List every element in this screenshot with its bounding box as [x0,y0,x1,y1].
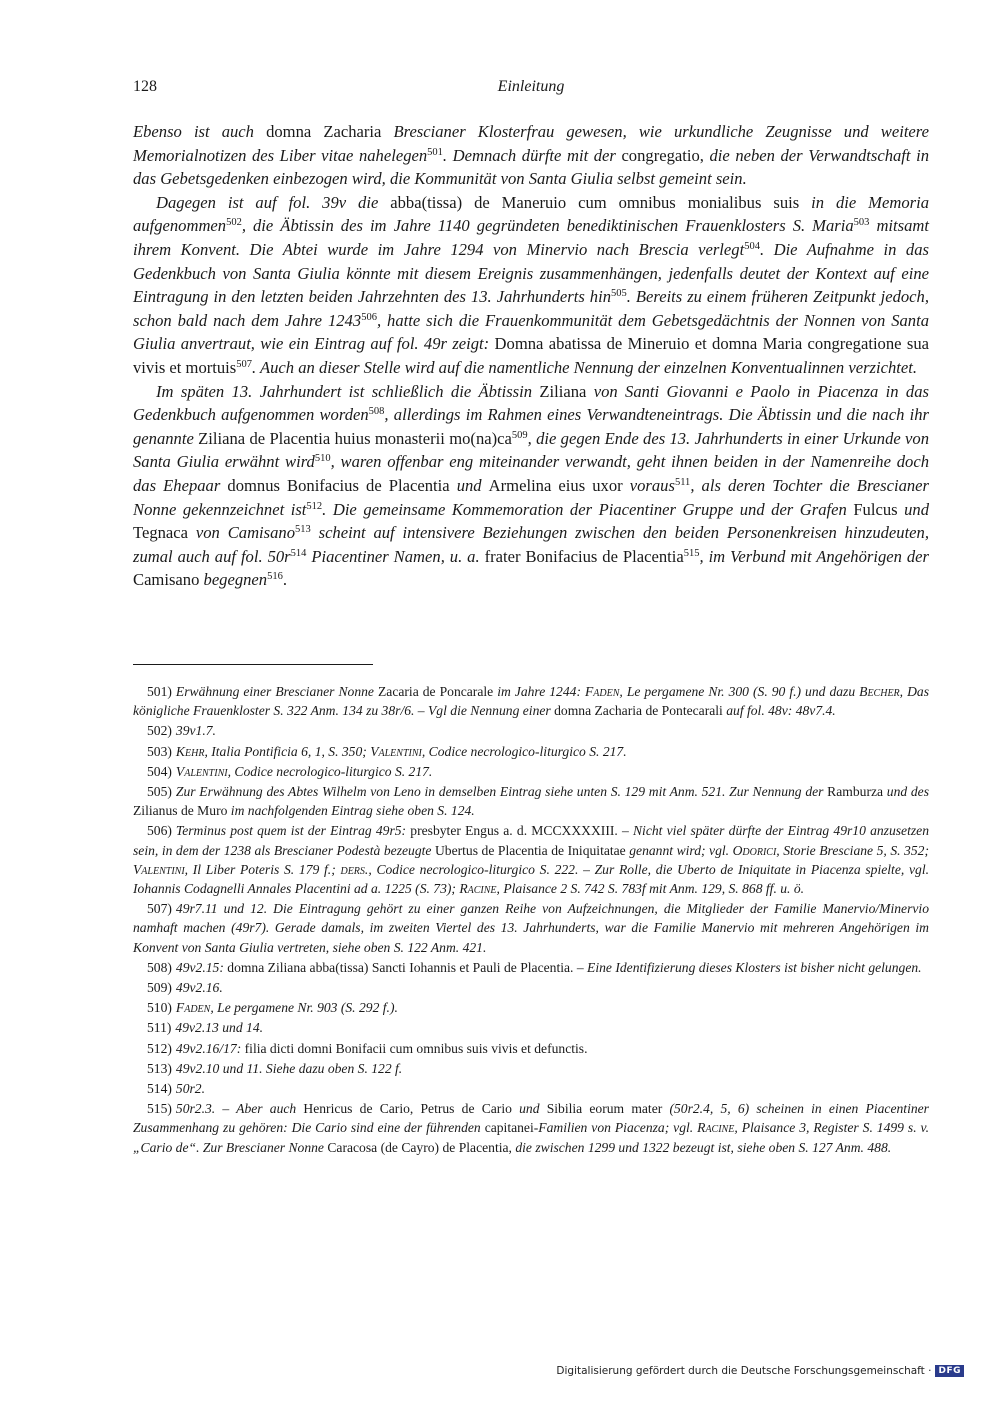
quoted-source-text: Fulcus [853,499,905,519]
page-number: 128 [133,78,157,95]
author-name: ders. [340,861,369,877]
text-run: im nachfolgenden Eintrag siehe oben S. 124. [230,803,475,819]
text-run: genannt wird; vgl. [629,842,733,858]
text-run: , die Äbtissin des im Jahre 1140 gegründeten benediktinischen Frauenklosters S. Maria [241,216,854,236]
footnote [133,1018,929,1037]
footnote [133,1079,929,1098]
quoted-source-text: capitanei [484,1120,534,1136]
footnote-reference: 514 [290,547,307,559]
footnote-reference: 503 [853,217,870,229]
quoted-source-text: congregatio, [621,145,710,165]
footnote-number: 512) [147,1040,172,1056]
credit-text: Digitalisierung gefördert durch die Deutsche Forschungsgemeinschaft · [556,1365,932,1377]
quoted-source-text: Caracosa (de Cayro) de Placentia, [327,1139,516,1155]
footnote-number: 506) [147,823,172,839]
text-run: 49v2.15: [175,959,228,975]
quoted-source-text: Ziliana [539,381,594,401]
footnote-number: 504) [147,763,172,779]
text-run: , waren offenbar eng miteinander verwandt, geht ihnen beiden in der Namenreihe doch das Ehepaar [133,452,930,495]
quoted-source-text: Henricus de Cario, Petrus de Cario [303,1101,520,1117]
text-run: mitsamt ihrem Konvent. Die Abtei wurde im Jahre 1294 von Minervio nach Brescia verlegt [133,216,929,259]
quoted-source-text: Sibilia eorum mater [546,1101,670,1117]
author-name: Odorici [732,842,777,858]
footnote-number: 501) [147,684,172,699]
footnote [133,1039,929,1058]
text-run: (50r2.4, 5, 6) scheinen in einen Piacentiner Zusammenhang zu gehören: Die Cario sind eine der führenden [133,1101,929,1136]
text-run: die neben der Verwandtschaft in das Gebetsgedenken einbezogen wird, die Kommunität von Santa Giulia selbst gemeint sein. [133,145,929,189]
text-run: , Plaisance 2 S. 742 S. 783f mit Anm. 129, S. 868 ff. u. ö. [496,881,805,897]
text-run: , Il Liber Poteris S. 179 f.; [184,861,341,877]
footnote [133,821,929,898]
text-run: 49r7.11 und 12. Die Eintragung gehört zu einer ganzen Reihe von Aufzeichnungen, die Mitglieder der Familie Manervio/Minervio namhaft machen (49r7). Gerade damals, im zweiten Viertel des 13. Jahrhunderts, war die Familie Manervio mit mehreren Angehörigen im Konvent von Santa Giulia vertreten, siehe oben S. 122 Anm. 421. [133,901,929,955]
footnote-reference: 508 [368,406,385,418]
text-run: . Auch an dieser Stelle wird auf die namentliche Nennung der einzelnen Konventualinnen verzichtet. [252,357,917,377]
footnote [133,742,929,761]
text-run: und [519,1101,547,1117]
dfg-logo: DFG [935,1365,964,1377]
footnote [133,1099,929,1157]
text-run: Im späten 13. Jahrhundert ist schließlich die Äbtissin [156,381,540,401]
paragraph [133,380,929,592]
quoted-source-text: domnus Bonifacius de Placentia [227,475,457,495]
footnote [133,998,929,1017]
quoted-source-text: domna Zacharia de Pontecarali [554,703,727,719]
quoted-source-text: Ramburza [827,784,887,800]
text-run: 39v1.7. [175,723,216,739]
text-run: Zur Erwähnung des Abtes Wilhelm von Leno in demselben Eintrag siehe unten S. 129 mit Anm. 521. Zur Nennung der [175,784,828,800]
footnote [133,762,929,781]
footnote [133,899,929,957]
footnote-number: 510) [147,1000,172,1016]
text-run: Terminus post quem ist der Eintrag 49r5: [175,823,411,839]
text-run: scheint auf intensivere Beziehungen zwischen den beiden Personenkreisen hinzudeuten, zumal auch auf fol. 50r [133,523,929,566]
footnote-number: 507) [147,901,172,917]
footnote-reference: 510 [314,453,331,465]
footnote [133,782,929,820]
footnote-reference: 512 [306,500,323,512]
text-run: im Jahre 1244: [497,684,585,699]
text-run: , Das königliche Frauenkloster S. 322 Anm. 134 zu 38r/6. – Vgl die Nennung einer [133,684,929,719]
quoted-source-text: . [282,570,288,590]
text-run: – Eine Identifizierung dieses Klosters ist bisher nicht gelungen. [576,959,922,975]
quoted-source-text: frater Bonifacius de Placentia [484,546,684,566]
quoted-source-text: Zilianus de Muro [133,803,231,819]
text-run: und [904,499,929,519]
author-name: Racine [459,881,497,897]
footnote-number: 509) [147,980,172,996]
text-run: . Bereits zu einem früheren Zeitpunkt jedoch, schon bald nach dem Jahre 1243 [133,287,929,330]
footnote [133,958,929,977]
quoted-source-text: Camisano [133,570,204,590]
text-run: . Die Aufnahme in das Gedenkbuch von Santa Giulia könnte mit diesem Ereignis zusammenhängen, jedenfalls deutet der Kontext auf eine Eintragung in den letzten beiden Jahrzehnten des 13. Jahrhunderts hin [133,239,929,307]
author-name: Faden [584,684,620,699]
text-run: , die gegen Ende des 13. Jahrhunderts in einer Urkunde von Santa Giulia erwähnt wird [133,428,930,472]
footnote-reference: 507 [236,359,252,371]
text-run: Dagegen ist auf fol. 39v die [156,192,391,212]
text-run: die zwischen 1299 und 1322 bezeugt ist, siehe oben S. 127 Anm. 488. [515,1139,892,1155]
text-run: und des [886,784,929,800]
quoted-source-text: Zacaria de Poncarale [377,684,498,699]
text-run: auf fol. 48v: 48v7.4. [726,703,836,719]
footnote-reference: 515 [683,547,700,559]
footnote [133,721,929,740]
footnote-reference: 509 [511,429,528,441]
footnote-reference: 516 [267,571,283,583]
text-run: , Le pergamene Nr. 903 (S. 292 f.). [210,1000,398,1016]
quoted-source-text: Tegnaca [133,523,196,543]
paragraph [133,120,929,191]
running-title: Einleitung [497,78,565,95]
footnote-reference: 513 [295,524,311,536]
author-name: Racine [697,1120,735,1136]
footnote-reference: 504 [744,241,760,253]
author-name: Valentini [370,743,422,759]
footnote-number: 503) [147,743,172,759]
text-run: , Plaisance 3, Register S. 1499 s. v. „Cario de“. Zur Brescianer Nonne [133,1120,929,1155]
footnote-reference: 506 [361,311,377,323]
text-run: von Santi Giovanni e Paolo in Piacenza in das Gedenkbuch aufgenommen worden [133,381,929,425]
footnote-number: 514) [147,1081,172,1097]
quoted-source-text: presbyter Engus a. d. MCCXXXXIII. [410,823,622,839]
text-run: 50r2.3. – Aber auch [175,1101,304,1117]
text-run: , Codice necrologico-liturgico S. 222. – Zur Rolle, die Uberto de Iniquitate in Piacenza spielte, vgl. Iohannis Codagnelli Annales Placentini ad a. 1225 (S. 73); [133,861,929,897]
text-run: , hatte sich die Frauenkommunität dem Gebetsgedächtnis der Nonnen von Santa Giulia anvertraut, wie ein Eintrag auf fol. 49r zeigt: [133,310,929,354]
text-run: , Italia Pontificia 6, 1, S. 350; [204,743,371,759]
text-run: 49v2.16/17: [175,1040,245,1056]
text-run: 49v2.16. [175,980,223,996]
footnote [133,978,929,997]
text-run: 50r2. [175,1081,206,1097]
page-header [133,78,929,100]
text-run: , Codice necrologico-liturgico S. 217. [421,743,627,759]
main-text [133,120,929,592]
text-run: . Die gemeinsame Kommemoration der Piacentiner Gruppe und der Grafen [322,499,854,519]
text-run: 49v2.10 und 11. Siehe dazu oben S. 122 f. [175,1060,403,1076]
author-name: Valentini [133,861,185,877]
text-run: voraus [629,475,675,495]
footnote-separator [133,664,373,665]
footnote-number: 515) [147,1101,172,1117]
author-name: Faden [175,1000,211,1016]
footnote [133,682,929,720]
text-run: , Codice necrologico-liturgico S. 217. [227,763,433,779]
text-run: , Le pergamene Nr. 300 (S. 90 f.) und dazu [619,684,860,699]
footnote-reference: 501 [427,146,443,158]
author-name: Kehr [175,743,205,759]
text-run: , allerdings im Rahmen eines Verwandteneintrags. Die Äbtissin und die nach ihr genannte [133,405,929,448]
quoted-source-text: Ubertus de Placentia de Iniquitatae [434,842,630,858]
author-name: Becher [859,684,900,699]
footnote-number: 511) [147,1020,172,1036]
text-run: -Familien von Piacenza; vgl. [533,1120,698,1136]
text-run: in die Memoria aufgenommen [133,192,929,236]
text-run: begegnen [203,570,268,590]
text-run: , Storie Bresciane 5, S. 352; [776,842,929,858]
footnote-number: 513) [147,1060,172,1076]
quoted-source-text: filia dicti domni Bonifacii cum omnibus suis vivis et defunctis. [244,1040,588,1056]
text-run: , als deren Tochter die Brescianer Nonne gekennzeichnet ist [133,475,930,519]
footnote-number: 505) [147,784,172,800]
text-run: Erwähnung einer Brescianer Nonne [175,684,378,699]
footnotes [133,682,929,1158]
footnote [133,1059,929,1078]
text-run: Ebenso ist auch [133,122,267,141]
text-run: von Camisano [195,523,296,543]
quoted-source-text: abba(tissa) de Maneruio cum omnibus monialibus suis [390,192,812,212]
author-name: Valentini [175,763,228,779]
footnote-reference: 511 [674,477,691,489]
text-run: Brescianer Klosterfrau gewesen, wie urkundliche Zeugnisse und weitere Memorialnotizen des Liber vitae nahelegen [133,122,929,165]
paragraph [133,191,929,380]
text-run: – Nicht viel später dürfte der Eintrag 49r10 anzusetzen sein, in dem der 1238 als Brescianer Podestà bezeugte [133,823,929,858]
quoted-source-text: Ziliana de Placentia huius monasterii mo(na)ca [198,428,512,448]
quoted-source-text: Domna abatissa de Mineruio et domna Maria congregatione sua vivis et mortuis [133,334,929,377]
text-run: Piacentiner Namen, u. a. [306,546,485,566]
quoted-source-text: domna Zacharia [266,122,394,141]
text-run: , im Verbund mit Angehörigen der [699,546,929,566]
quoted-source-text: domna Ziliana abba(tissa) Sancti Iohannis et Pauli de Placentia. [227,959,577,975]
text-run: und [456,475,489,495]
text-run: 49v2.13 und 14. [175,1020,264,1036]
text-run: . Demnach dürfte mit der [442,145,622,165]
footnote-number: 502) [147,723,172,739]
footnote-reference: 505 [611,288,627,300]
footnote-reference: 502 [226,217,242,229]
quoted-source-text: Armelina eius uxor [488,475,630,495]
digitization-credit [556,1363,964,1379]
footnote-number: 508) [147,959,172,975]
